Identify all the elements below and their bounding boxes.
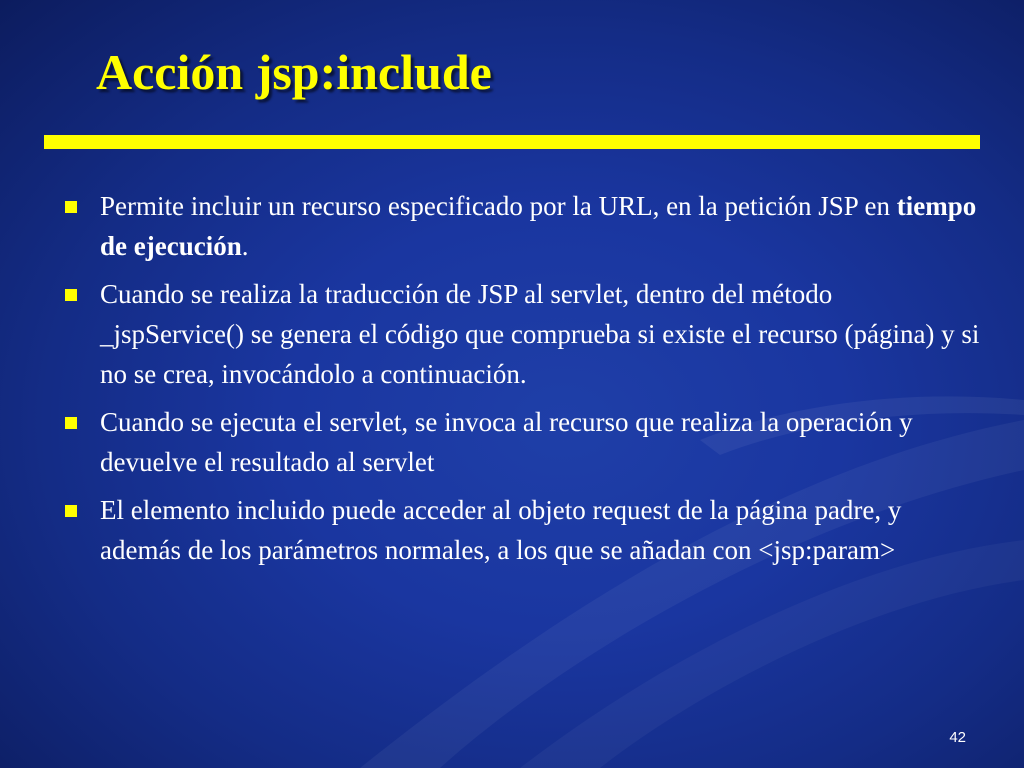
bullet-text: Cuando se realiza la traducción de JSP al servlet, dentro del método _jspService() se genera el código que comprueba si existe el recurso (página) y si no se crea, invocándolo a continuación. [100,279,980,389]
slide-title: Acción jsp:include [96,44,492,100]
square-bullet-icon [65,201,77,213]
square-bullet-icon [65,505,77,517]
title-underline-bar [44,135,980,149]
bullet-list [62,186,982,578]
bullet-text: Permite incluir un recurso especificado por la URL, en la petición JSP en [100,191,897,221]
bullet-item [62,274,982,394]
bullet-item [62,490,982,570]
bullet-text-end: . [241,231,249,261]
bullet-text: El elemento incluido puede acceder al objeto request de la página padre, y además de los parámetros normales, a los que se añadan con <jsp:param> [100,495,902,565]
square-bullet-icon [65,289,77,301]
bullet-text: Cuando se ejecuta el servlet, se invoca al recurso que realiza la operación y devuelve el resultado al servlet [100,407,913,477]
bullet-item [62,186,982,266]
slide-page-number: 42 [949,729,966,746]
bullet-bold-text: tiempo de ejecución [100,191,977,261]
bullet-item [62,402,982,482]
square-bullet-icon [65,417,77,429]
